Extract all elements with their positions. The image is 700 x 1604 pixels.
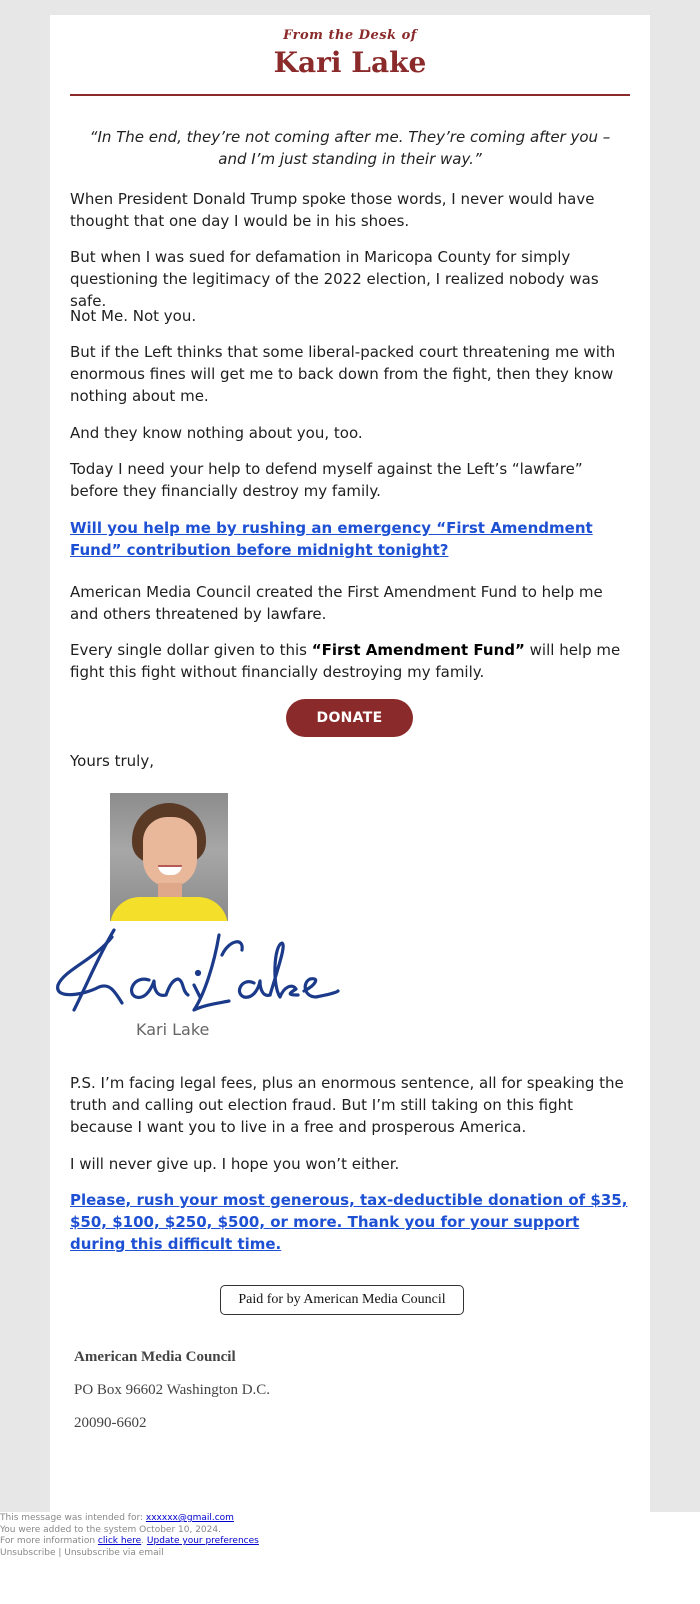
postscript-paragraph-2: I will never give up. I hope you won’t either. bbox=[70, 1155, 400, 1173]
more-info-label: For more information bbox=[0, 1536, 98, 1546]
body-paragraph-3: Not Me. Not you. bbox=[70, 307, 197, 325]
donation-link-1[interactable]: Will you help me by rushing an emergency “First Amendment Fund” contribution before midnight tonight? bbox=[70, 519, 593, 559]
email-footer bbox=[0, 1513, 700, 1559]
opening-quote bbox=[80, 126, 620, 170]
org-address-line-1: PO Box 96602 Washington D.C. bbox=[74, 1382, 271, 1398]
donate-button[interactable]: DONATE bbox=[286, 699, 413, 737]
fund-text-pre: Every single dollar given to this bbox=[70, 641, 312, 659]
click-here-link[interactable]: click here bbox=[97, 1536, 142, 1546]
intended-label: This message was intended for: bbox=[0, 1513, 146, 1523]
fund-name-bold: “First Amendment Fund” bbox=[311, 641, 525, 659]
quote-line-2: and I’m just standing in their way.” bbox=[218, 150, 482, 168]
closing-text: Yours truly, bbox=[70, 752, 154, 770]
more-info-separator: . bbox=[141, 1536, 147, 1546]
update-preferences-link[interactable]: Update your preferences bbox=[146, 1536, 259, 1546]
org-name: American Media Council bbox=[74, 1349, 236, 1365]
recipient-email-link[interactable]: xxxxxx@gmail.com bbox=[145, 1513, 234, 1523]
body-paragraph-8 bbox=[70, 639, 630, 683]
intended-recipient-line bbox=[0, 1513, 700, 1525]
postscript-paragraph: P.S. I’m facing legal fees, plus an enormous sentence, all for speaking the truth and calling out election fraud. But I’m still taking on this fight because I want you to live in a free and prosperous America. bbox=[70, 1074, 624, 1136]
added-date-line: You were added to the system October 10, 2024. bbox=[0, 1524, 221, 1535]
body-paragraph-1: When President Donald Trump spoke those words, I never would have thought that one day I would be in his shoes. bbox=[70, 190, 595, 230]
org-address-line-2: 20090-6602 bbox=[74, 1415, 147, 1431]
unsubscribe-links[interactable]: Unsubscribe | Unsubscribe via email bbox=[0, 1547, 164, 1558]
paid-for-disclaimer: Paid for by American Media Council bbox=[220, 1285, 464, 1315]
quote-line-1: “In The end, they’re not coming after me. They’re coming after you – bbox=[89, 128, 611, 146]
email-card bbox=[50, 15, 650, 1512]
body-paragraph-4: But if the Left thinks that some liberal-packed court threatening me with enormous fines will get me to back down from the fight, then they know nothing about me. bbox=[70, 343, 616, 405]
sender-name-heading: Kari Lake bbox=[273, 46, 427, 79]
signature-name: Kari Lake bbox=[136, 1020, 210, 1039]
handwritten-signature bbox=[54, 925, 344, 1020]
body-paragraph-6: Today I need your help to defend myself against the Left’s “lawfare” before they financially destroy my family. bbox=[70, 460, 583, 500]
header-divider bbox=[70, 94, 630, 96]
body-paragraph-5: And they know nothing about you, too. bbox=[70, 424, 363, 442]
body-paragraph-2: But when I was sued for defamation in Maricopa County for simply questioning the legitimacy of the 2022 election, I realized nobody was safe. bbox=[70, 248, 599, 310]
sender-photo bbox=[110, 793, 228, 921]
more-info-line bbox=[0, 1536, 700, 1548]
donation-link-2[interactable]: Please, rush your most generous, tax-deductible donation of $35, $50, $100, $250, $500, or more. Thank you for your support during this difficult time. bbox=[70, 1191, 628, 1253]
from-desk-label: From the Desk of bbox=[283, 28, 417, 43]
body-paragraph-7: American Media Council created the First Amendment Fund to help me and others threatened by lawfare. bbox=[70, 583, 603, 623]
fund-text-post: will help me fight this fight without financially destroying my family. bbox=[70, 641, 621, 681]
